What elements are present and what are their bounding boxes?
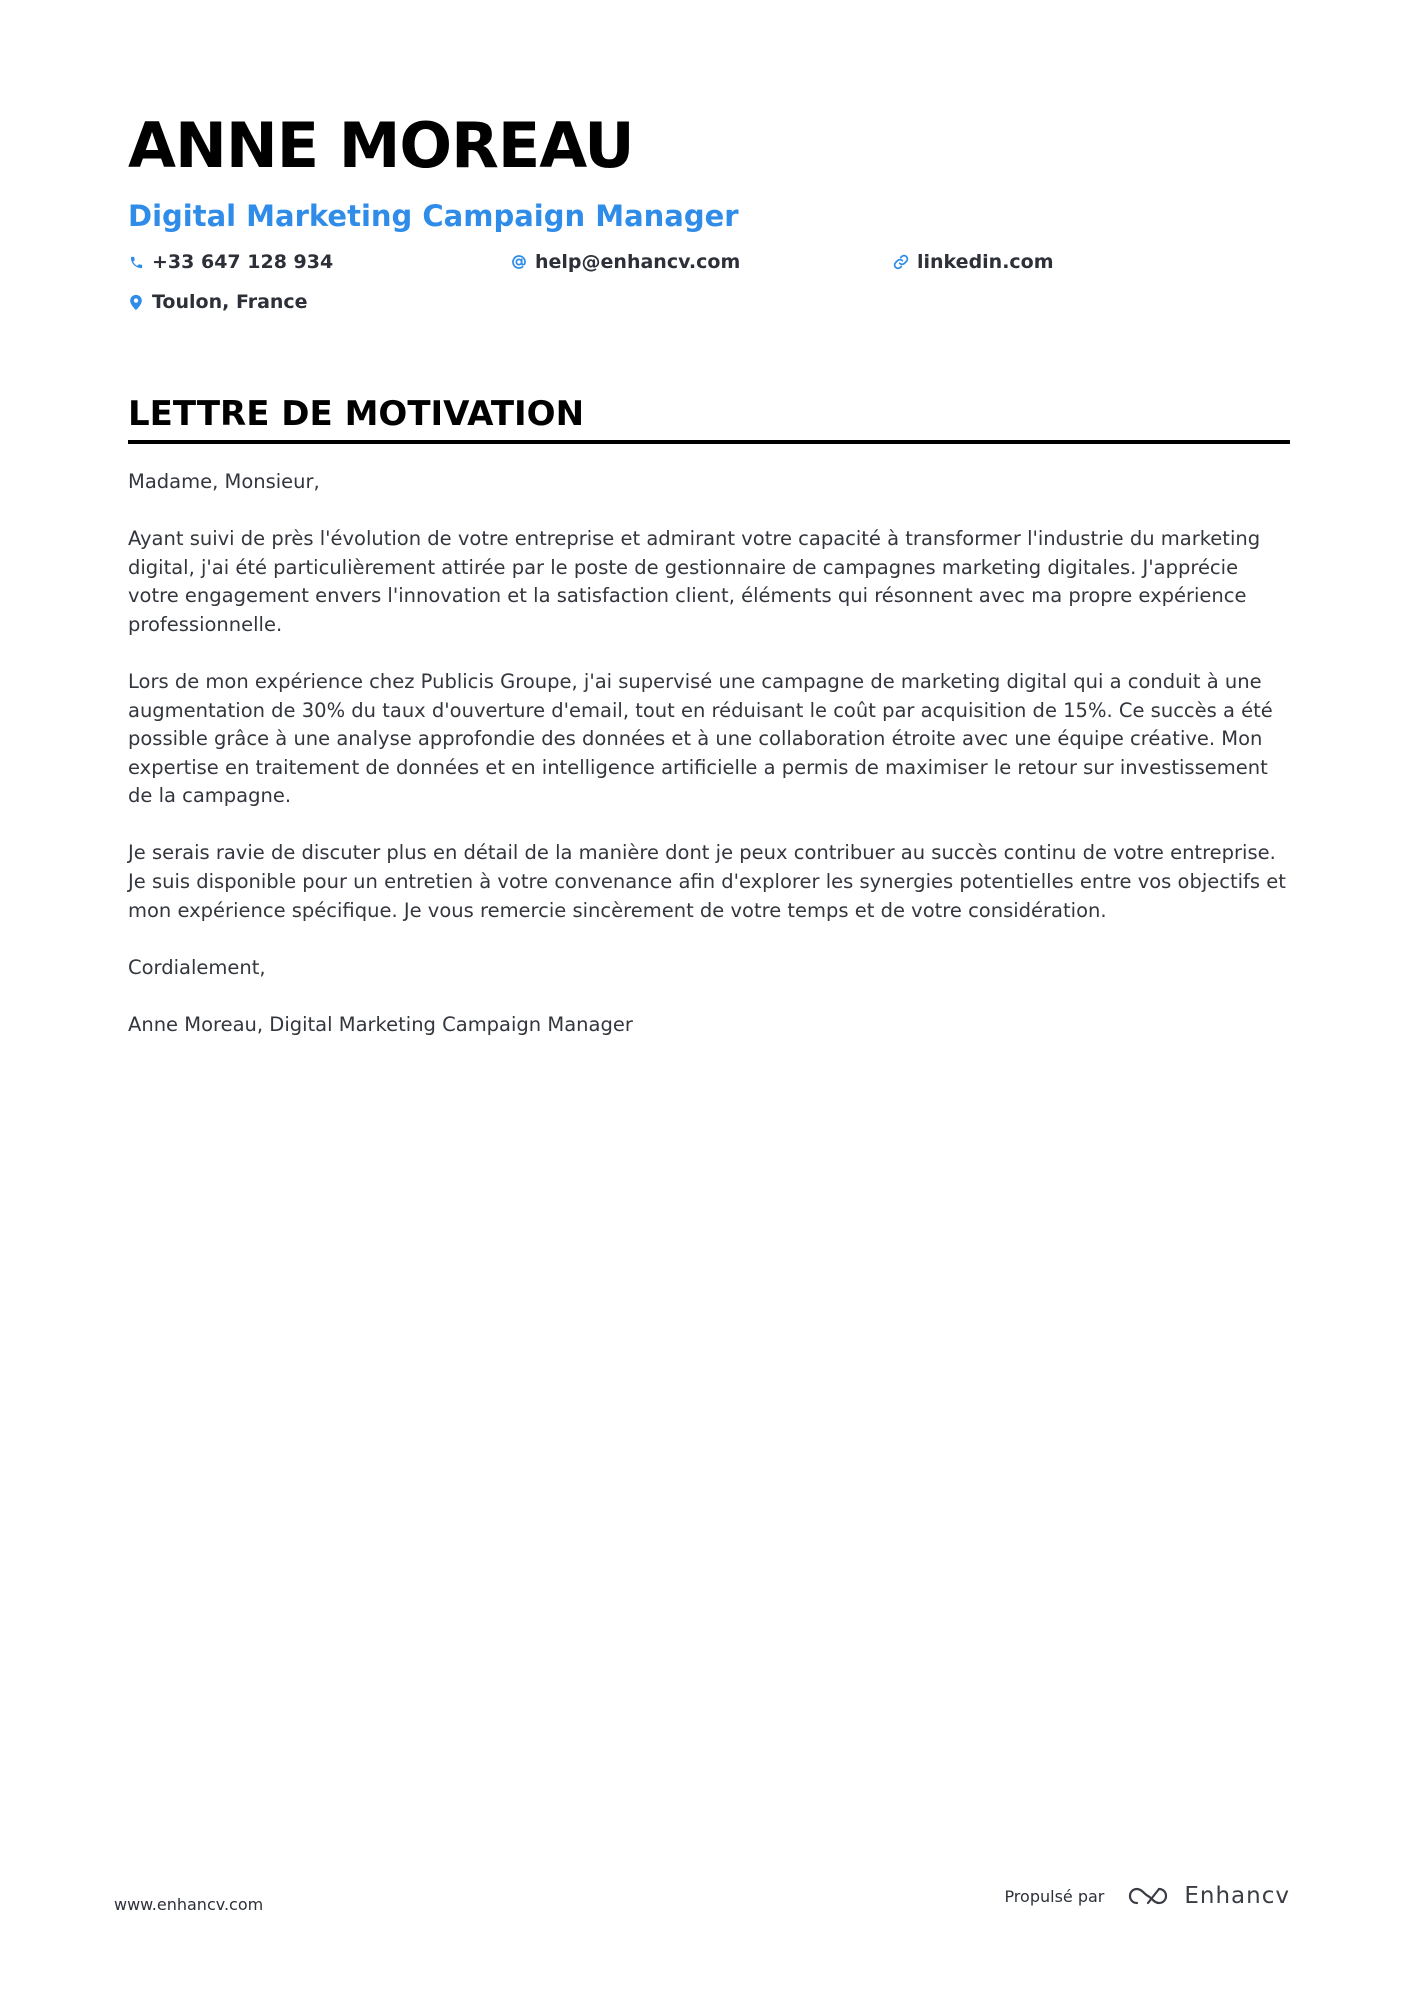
candidate-name: ANNE MOREAU — [128, 109, 634, 182]
letter-body — [128, 468, 1290, 1039]
contact-email[interactable] — [511, 248, 740, 276]
phone-number: +33 647 128 934 — [152, 251, 334, 273]
contact-phone — [128, 248, 333, 276]
link-icon — [893, 253, 909, 271]
enhancv-logo-icon — [1126, 1884, 1170, 1908]
letter-section — [128, 392, 1290, 1068]
contact-location — [128, 288, 308, 316]
location-text: Toulon, France — [152, 291, 308, 313]
at-icon — [511, 253, 527, 271]
powered-by-label: Propulsé par — [1004, 1886, 1105, 1906]
website-link[interactable]: linkedin.com — [917, 251, 1054, 273]
header — [128, 108, 1288, 332]
section-divider — [128, 440, 1290, 444]
contact-info — [128, 248, 1288, 332]
email-address[interactable]: help@enhancv.com — [535, 251, 741, 273]
section-heading: LETTRE DE MOTIVATION — [128, 394, 585, 434]
footer-branding — [1004, 1883, 1290, 1909]
letter-paragraph: Lors de mon expérience chez Publicis Groupe, j'ai supervisé une campagne de marketing digital qui a conduit à une augmentation de 30% du taux d'ouverture d'email, tout en réduisant le coût par acquisition de 15%. Ce succès a été possible grâce à une analyse approfondie des données et à une collaboration étroite avec une équipe créative. Mon expertise en traitement de données et en intelligence artificielle a permis de maximiser le retour sur investissement de la campagne. — [128, 669, 1273, 808]
salutation: Madame, Monsieur, — [128, 470, 320, 493]
letter-paragraph: Ayant suivi de près l'évolution de votre entreprise et admirant votre capacité à transformer l'industrie du marketing digital, j'ai été particulièrement attirée par le poste de gestionnaire de campagnes marketing digitales. J'apprécie votre engagement envers l'innovation et la satisfaction client, éléments qui résonnent avec ma propre expérience professionnelle. — [128, 527, 1261, 636]
letter-paragraph: Je serais ravie de discuter plus en détail de la manière dont je peux contribuer au succès continu de votre entreprise. Je suis disponible pour un entretien à votre convenance afin d'explorer les synergies potentielles entre vos objectifs et mon expérience spécifique. Je vous remercie sincèrement de votre temps et de votre considération. — [128, 841, 1286, 922]
contact-website[interactable] — [893, 248, 1054, 276]
phone-icon — [128, 253, 144, 271]
job-title: Digital Marketing Campaign Manager — [128, 199, 739, 233]
brand-name: Enhancv — [1184, 1883, 1290, 1909]
footer-website[interactable]: www.enhancv.com — [114, 1895, 264, 1914]
location-pin-icon — [128, 293, 144, 311]
signature: Anne Moreau, Digital Marketing Campaign Manager — [128, 1012, 633, 1036]
closing: Cordialement, — [128, 955, 266, 979]
